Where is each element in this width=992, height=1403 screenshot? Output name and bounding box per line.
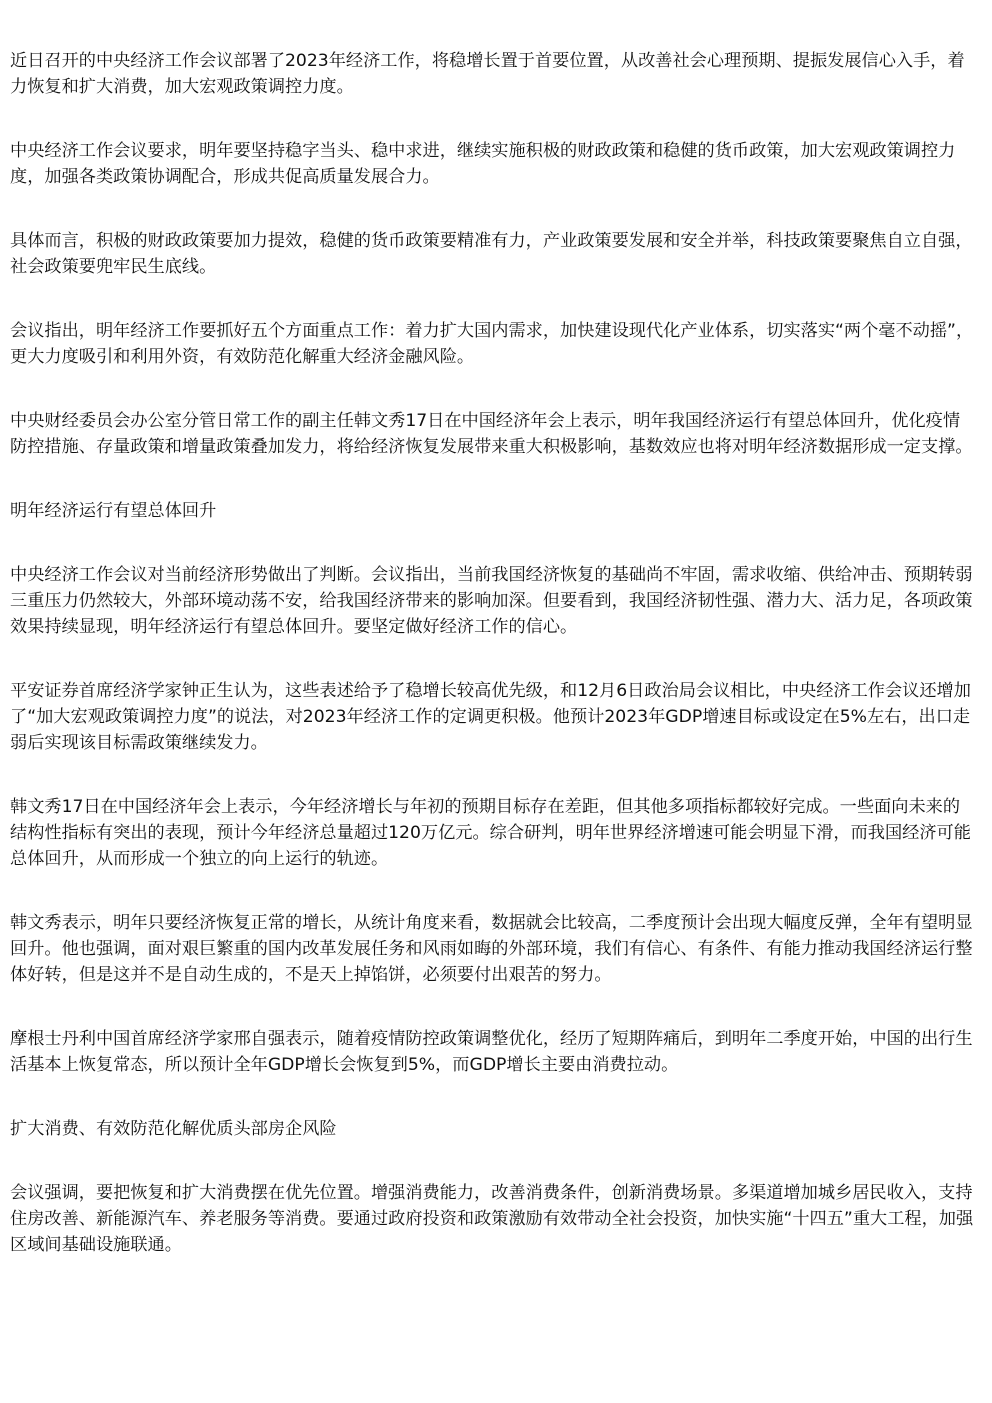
paragraph-zhong-zhengsheng: 平安证券首席经济学家钟正生认为，这些表述给予了稳增长较高优先级，和12月6日政治局会议相比，中央经济工作会议还增加了“加大宏观政策调控力度”的说法，对2023年经济工作的定调更积极。他预计2023年GDP增速目标或设定在5%左右，出口走弱后实现该目标需政策继续发力。 — [10, 681, 971, 753]
section-heading-consumption-risk: 扩大消费、有效防范化解优质头部房企风险 — [10, 1119, 337, 1139]
paragraph-intro: 近日召开的中央经济工作会议部署了2023年经济工作，将稳增长置于首要位置，从改善社会心理预期、提振发展信心入手，着力恢复和扩大消费，加大宏观政策调控力度。 — [10, 51, 965, 97]
paragraph-policy-requirements: 中央经济工作会议要求，明年要坚持稳字当头、稳中求进，继续实施积极的财政政策和稳健的货币政策，加大宏观政策调控力度，加强各类政策协调配合，形成共促高质量发展合力。 — [10, 141, 956, 187]
paragraph-xing-ziqiang: 摩根士丹利中国首席经济学家邢自强表示，随着疫情防控政策调整优化，经历了短期阵痛后，到明年二季度开始，中国的出行生活基本上恢复常态，所以预计全年GDP增长会恢复到5%，而GDP增长主要由消费拉动。 — [10, 1029, 973, 1075]
paragraph-han-wenxiu-annual: 韩文秀17日在中国经济年会上表示，今年经济增长与年初的预期目标存在差距，但其他多项指标都较好完成。一些面向未来的结构性指标有突出的表现，预计今年经济总量超过120万亿元。综合研判，明年世界经济增速可能会明显下滑，而我国经济可能总体回升，从而形成一个独立的向上运行的轨迹。 — [10, 797, 971, 869]
paragraph-consumption-priority: 会议强调，要把恢复和扩大消费摆在优先位置。增强消费能力，改善消费条件，创新消费场景。多渠道增加城乡居民收入，支持住房改善、新能源汽车、养老服务等消费。要通过政府投资和政策激励有效带动全社会投资，加快实施“十四五”重大工程，加强区域间基础设施联通。 — [10, 1183, 974, 1255]
paragraph-han-wenxiu-outlook: 中央财经委员会办公室分管日常工作的副主任韩文秀17日在中国经济年会上表示，明年我国经济运行有望总体回升，优化疫情防控措施、存量政策和增量政策叠加发力，将给经济恢复发展带来重大积极影响，基数效应也将对明年经济数据形成一定支撑。 — [10, 411, 973, 457]
paragraph-economic-judgment: 中央经济工作会议对当前经济形势做出了判断。会议指出，当前我国经济恢复的基础尚不牢固，需求收缩、供给冲击、预期转弱三重压力仍然较大，外部环境动荡不安，给我国经济带来的影响加深。但要看到，我国经济韧性强、潜力大、活力足，各项政策效果持续显现，明年经济运行有望总体回升。要坚定做好经济工作的信心。 — [10, 565, 973, 637]
section-heading-economic-recovery: 明年经济运行有望总体回升 — [10, 501, 217, 521]
paragraph-five-key-tasks: 会议指出，明年经济工作要抓好五个方面重点工作：着力扩大国内需求，加快建设现代化产业体系，切实落实“两个毫不动摇”，更大力度吸引和利用外资，有效防范化解重大经济金融风险。 — [10, 321, 974, 367]
paragraph-policy-details: 具体而言，积极的财政政策要加力提效，稳健的货币政策要精准有力，产业政策要发展和安全并举，科技政策要聚焦自立自强，社会政策要兜牢民生底线。 — [10, 231, 973, 277]
paragraph-han-wenxiu-growth: 韩文秀表示，明年只要经济恢复正常的增长，从统计角度来看，数据就会比较高，二季度预计会出现大幅度反弹，全年有望明显回升。他也强调，面对艰巨繁重的国内改革发展任务和风雨如晦的外部环境，我们有信心、有条件、有能力推动我国经济运行整体好转，但是这并不是自动生成的，不是天上掉馅饼，必须要付出艰苦的努力。 — [10, 913, 973, 985]
